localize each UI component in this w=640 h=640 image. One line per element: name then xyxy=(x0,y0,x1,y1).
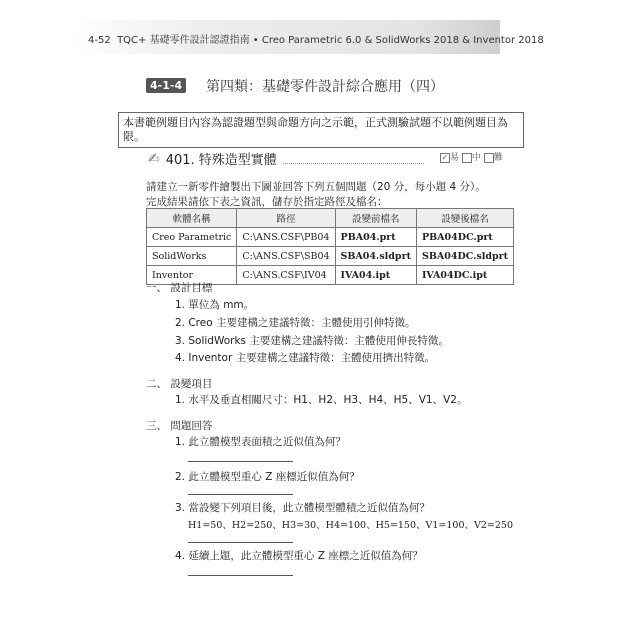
list-item: 4. Inventor 主要建構之建議特徵：主體使用擠出特徵。 xyxy=(175,352,436,364)
intro-line: 完成結果請依下表之資訊，儲存於指定路徑及檔名： xyxy=(146,196,388,208)
cell: C:\ANS.CSF\PB04 xyxy=(237,228,335,247)
cell: SBA04DC.sldprt xyxy=(416,247,513,266)
section-heading: 二、 設變項目 xyxy=(146,378,213,390)
difficulty-hard: 難 xyxy=(493,153,503,163)
checkbox-medium xyxy=(462,153,472,163)
question-item: 3. 當設變下列項目後，此立體模型體積之近似值為何？ xyxy=(175,502,430,514)
intro-line: 請建立一新零件繪製出下圖並回答下列五個問題（20 分，每小題 4 分）。 xyxy=(146,181,486,193)
list-item: 2. Creo 主要建構之建議特徵：主體使用引伸特徵。 xyxy=(175,317,416,329)
column-header: 路徑 xyxy=(237,209,335,228)
question-title: 401. 特殊造型實體 xyxy=(165,153,277,168)
section-heading: 一、 設計目標 xyxy=(146,282,213,294)
notice-box: 本書範例題目內容為認證題型與命題方向之示範，正式測驗試題不以範例題目為限。 xyxy=(118,112,524,148)
question-detail: H1=50、H2=250、H3=30、H4=100、H5=150、V1=100、V2=250 xyxy=(188,520,514,531)
table-header-row xyxy=(147,209,514,228)
cell: IVA04DC.ipt xyxy=(416,266,513,285)
question-heading xyxy=(148,149,430,168)
answer-line xyxy=(188,494,293,495)
answer-line xyxy=(188,461,293,462)
question-item: 1. 此立體模型表面積之近似值為何？ xyxy=(175,436,346,448)
answer-line xyxy=(188,542,293,543)
cell: C:\ANS.CSF\IV04 xyxy=(237,266,335,285)
difficulty-easy: 易 xyxy=(450,153,460,163)
cell: Creo Parametric xyxy=(147,228,237,247)
table-row xyxy=(147,228,514,247)
file-table xyxy=(146,208,514,285)
list-item: 1. 單位為 mm。 xyxy=(175,299,255,311)
question-item: 4. 延續上題，此立體模型重心 Z 座標之近似值為何？ xyxy=(175,550,423,562)
question-item: 2. 此立體模型重心 Z 座標近似值為何？ xyxy=(175,471,360,483)
header-title: TQC+ 基礎零件設計認證指南 • Creo Parametric 6.0 & SolidWorks 2018 & Inventor 2018 xyxy=(117,35,544,46)
cell: Inventor xyxy=(147,266,237,285)
list-item: 3. SolidWorks 主要建構之建議特徵：主體使用伸長特徵。 xyxy=(175,335,449,347)
section-heading: 三、 問題回答 xyxy=(146,420,213,432)
column-header: 設變後檔名 xyxy=(416,209,513,228)
pen-icon: ✍ xyxy=(148,150,160,167)
checkbox-easy: ✓ xyxy=(441,152,449,162)
difficulty xyxy=(440,150,503,163)
cell: SolidWorks xyxy=(147,247,237,266)
cell: PBA04DC.prt xyxy=(416,228,513,247)
list-item: 1. 水平及垂直相關尺寸：H1、H2、H3、H4、H5、V1、V2。 xyxy=(175,394,468,406)
cell: IVA04.ipt xyxy=(335,266,416,285)
dotted-leader xyxy=(283,153,424,164)
answer-line xyxy=(188,575,293,576)
column-header: 設變前檔名 xyxy=(335,209,416,228)
checkbox-hard xyxy=(484,153,494,163)
page-number: 4-52 xyxy=(88,35,111,46)
column-header: 軟體名稱 xyxy=(147,209,237,228)
cell: C:\ANS.CSF\SB04 xyxy=(237,247,335,266)
cell: PBA04.prt xyxy=(335,228,416,247)
section-title: 第四類：基礎零件設計綜合應用（四） xyxy=(206,79,444,95)
running-header xyxy=(88,31,544,46)
difficulty-medium: 中 xyxy=(471,153,481,163)
table-row xyxy=(147,247,514,266)
cell: SBA04.sldprt xyxy=(335,247,416,266)
section-badge: 4-1-4 xyxy=(146,78,186,93)
